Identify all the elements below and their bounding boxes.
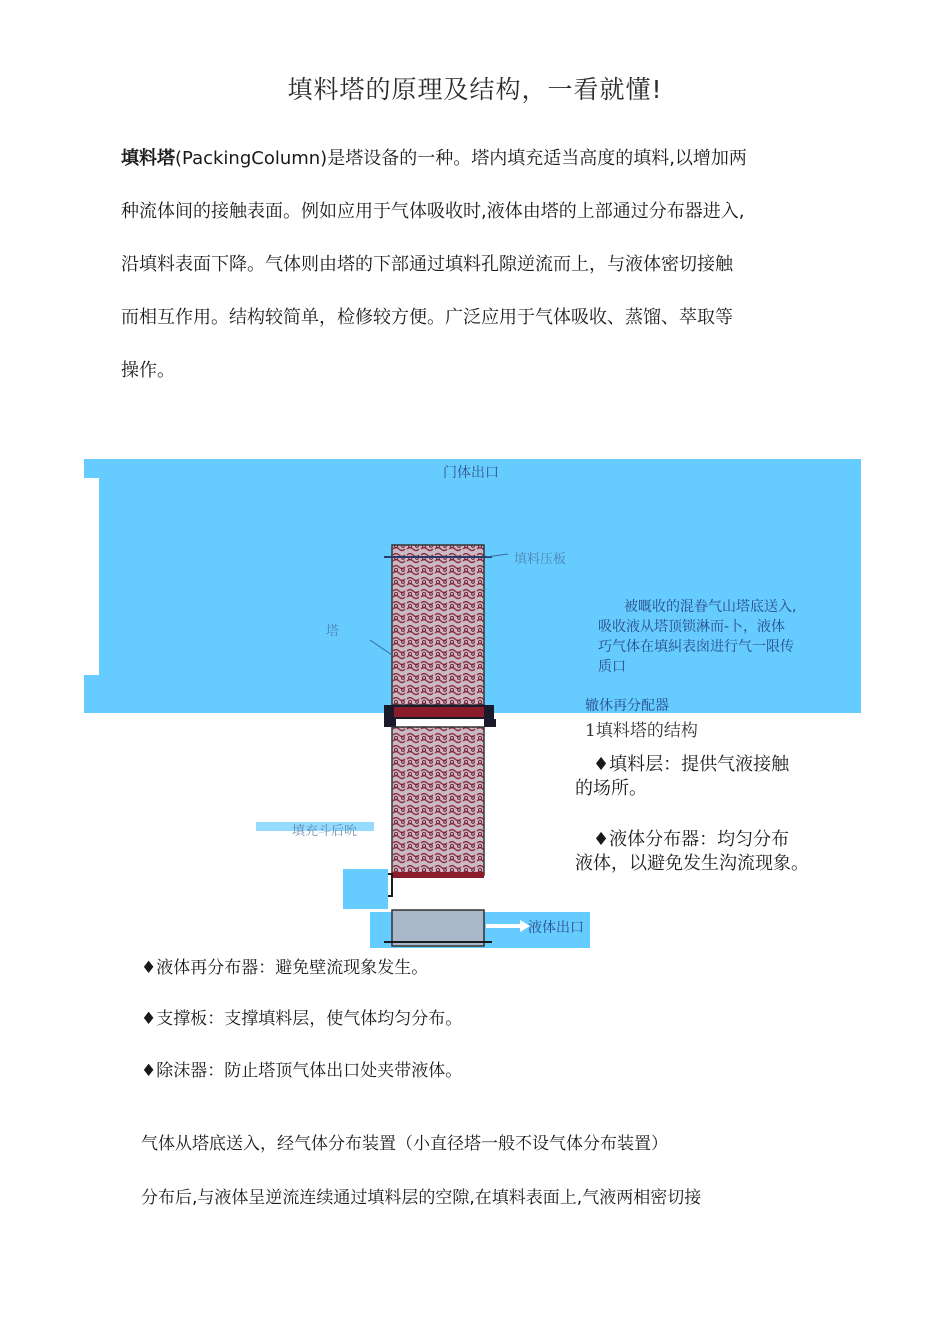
intro-line-4: 而相互作用。结构较简单，检修较方便。广泛应用于气体吸收、蒸馏、萃取等 [121,307,733,328]
bullet-support-plate: ♦支撑板：支撑填料层，使气体均匀分布。 [141,1009,463,1029]
page-title: 填料塔的原理及结构，一看就懂! [287,75,663,104]
support-label: 填充斗后吮 [292,824,358,839]
bullet-demister: ♦除沫器：防止塔顶气体出口处夹带液体。 [141,1061,463,1081]
intro-line-5: 操作。 [121,360,175,381]
redistributor-label: 辙休再分配器 [585,698,669,714]
figure-caption: 1填料塔的结构 [585,721,698,741]
gas-inlet-box [343,869,388,909]
liquid-outlet-label: 液体出口 [528,920,584,936]
tower-bottom [392,910,484,946]
intro-lead: 填料塔 [121,148,175,169]
intro-line-3: 沿填料表面下降。气体则由塔的下部通过填料孔隙逆流而上，与液体密切接触 [121,254,733,275]
packing-press-label: 填料压板 [514,552,567,567]
tail-line-2: 分布后,与液体呈逆流连续通过填料层的空隙,在填料表面上,气液两相密切接 [141,1188,702,1208]
side-bullet-packing-layer: ♦填料层：提供气液接触 的场所。 [575,754,790,799]
intro-line-2: 种流体间的接触表面。例如应用于气体吸收时,液体由塔的上部通过分布器进入, [121,201,745,222]
figure-description: 被嘅收的混眷气山塔底送入, 吸收液从塔顶锁淋而-卜，液体 巧气体在填糾表囱进行气一限传 质口 [598,599,797,675]
tower-label: 塔 [326,624,340,639]
liquid-redistributor [384,705,496,727]
bullet-redistributor: ♦液体再分布器：避免壁流现象发生。 [141,958,429,978]
intro-line-1: 填料塔(PackingColumn)是塔设备的一种。塔内填充适当高度的填料,以增加两 [121,148,747,169]
side-bullet-liquid-distributor: ♦液体分布器：均匀分布 液体，以避免发生沟流现象。 [575,829,809,874]
lower-packing-layer [392,727,484,875]
gas-outlet-label: 门体出口 [443,465,499,481]
tail-line-1: 气体从塔底送入，经气体分布装置（小直径塔一般不设气体分布装置） [141,1134,668,1154]
upper-packing-layer [392,545,484,705]
support-plate [380,872,484,896]
